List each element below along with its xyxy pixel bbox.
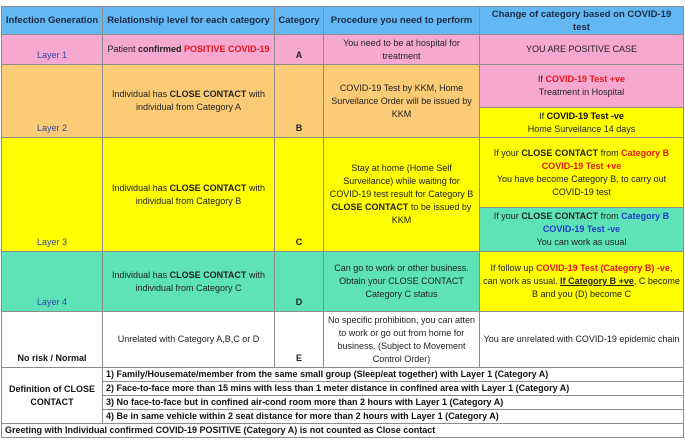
layer2-category: B (275, 65, 324, 138)
norisk-procedure: No specific prohibition, you can atten to work or go out from home for business. (Subject to Movement Control Order) (324, 312, 480, 368)
norisk-generation: No risk / Normal (2, 312, 103, 368)
definition-item-3: 3) No face-to-face but in confined air-cond room more than 2 hours with Layer 1 (Category A) (103, 396, 684, 410)
layer2-relationship: Individual has CLOSE CONTACT with individual from Category A (103, 65, 275, 138)
row-layer2 (2, 65, 684, 108)
layer3-relationship: Individual has CLOSE CONTACT with individual from Category B (103, 138, 275, 252)
layer3-procedure: Stay at home (Home Self Surveilance) while waiting for COVID-19 test result for Category B CLOSE CONTACT to be issued by KKM (324, 138, 480, 252)
layer3-change-negative: If your CLOSE CONTACT from Category B COVID-19 Test -ve You can work as usual (480, 208, 684, 252)
definition-item-1: 1) Family/Housemate/member from the same small group (Sleep/eat together) with Layer 1 (Category A) (103, 368, 684, 382)
definition-row-1 (2, 368, 684, 382)
header-row (2, 7, 684, 35)
layer1-category: A (275, 35, 324, 65)
header-relationship: Relationship level for each category (103, 7, 275, 35)
layer4-change: If follow up COVID-19 Test (Category B) -ve, can work as usual. If Category B +ve, C become B and you (D) become C (480, 252, 684, 312)
row-norisk (2, 312, 684, 368)
layer3-category: C (275, 138, 324, 252)
layer4-relationship: Individual has CLOSE CONTACT with individual from Category C (103, 252, 275, 312)
row-layer3 (2, 138, 684, 208)
definition-row-4 (2, 410, 684, 424)
layer3-generation: Layer 3 (2, 138, 103, 252)
layer2-change-positive: If COVID-19 Test +ve Treatment in Hospital (480, 65, 684, 108)
footer-note: Greeting with Individual confirmed COVID-19 POSITIVE (Category A) is not counted as Close contact (2, 424, 684, 438)
norisk-change: You are unrelated with COVID-19 epidemic chain (480, 312, 684, 368)
layer4-generation: Layer 4 (2, 252, 103, 312)
definition-label: Definition of CLOSE CONTACT (2, 368, 103, 424)
covid-category-table (1, 6, 684, 438)
layer1-generation: Layer 1 (2, 35, 103, 65)
layer1-relationship: Patient confirmed POSITIVE COVID-19 (103, 35, 275, 65)
definition-item-4: 4) Be in same vehicle within 2 seat distance for more than 2 hours with Layer 1 (Category A) (103, 410, 684, 424)
definition-row-2 (2, 382, 684, 396)
header-procedure: Procedure you need to perform (324, 7, 480, 35)
layer2-generation: Layer 2 (2, 65, 103, 138)
row-layer1 (2, 35, 684, 65)
footer-row (2, 424, 684, 438)
layer2-change-negative: If COVID-19 Test -ve Home Surveilance 14 days (480, 108, 684, 138)
layer3-change-positive: If your CLOSE CONTACT from Category B COVID-19 Test +ve You have become Category B, to carry out COVID-19 test (480, 138, 684, 208)
layer4-category: D (275, 252, 324, 312)
norisk-category: E (275, 312, 324, 368)
layer1-procedure: You need to be at hospital for treatment (324, 35, 480, 65)
header-change: Change of category based on COVID-19 test (480, 7, 684, 35)
definition-row-3 (2, 396, 684, 410)
definition-item-2: 2) Face-to-face more than 15 mins with less than 1 meter distance in confined area with Layer 1 (Category A) (103, 382, 684, 396)
header-generation: Infection Generation (2, 7, 103, 35)
layer1-change: YOU ARE POSITIVE CASE (480, 35, 684, 65)
row-layer4 (2, 252, 684, 312)
norisk-relationship: Unrelated with Category A,B,C or D (103, 312, 275, 368)
layer4-procedure: Can go to work or other business. Obtain your CLOSE CONTACT Category C status (324, 252, 480, 312)
layer2-procedure: COVID-19 Test by KKM, Home Surveilance Order will be issued by KKM (324, 65, 480, 138)
header-category: Category (275, 7, 324, 35)
